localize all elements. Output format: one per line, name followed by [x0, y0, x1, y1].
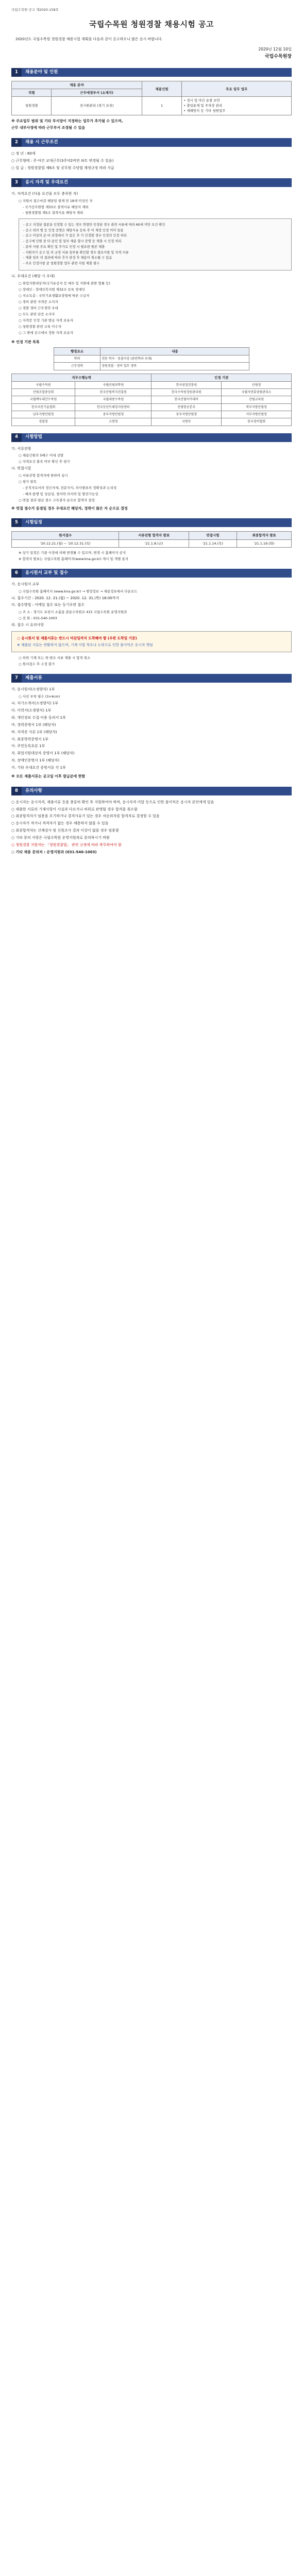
section-header-1 [11, 68, 292, 77]
list-item: ○ 서류전형 합격자에 한하여 실시 [19, 473, 68, 478]
table-row [12, 396, 292, 403]
table-cell: 한국산림복지진흥원 [75, 389, 152, 396]
table-cell: 소방청 [75, 418, 152, 426]
criteria-table [54, 347, 250, 370]
section-title: 시험방법 [25, 434, 42, 440]
table-cell: 남부지방산림청 [12, 411, 75, 418]
warning-line: ○ 응시원서 및 제출서류는 반드시 마감일까지 도착해야 함 (우편 도착일 기준) [17, 636, 137, 641]
table-row [54, 363, 249, 370]
table-cell: 한국등산트레킹지원센터 [75, 403, 152, 411]
subsection-title: 가. 응시원서 교부 [11, 582, 40, 586]
table-cell: 국립자연휴양림관리소 [222, 389, 292, 396]
list-item: - 청원경찰법 제5조 결격사유 해당자 제외 [23, 210, 83, 215]
table-cell: 국립수목원 [12, 381, 75, 388]
list-item: ○ 기타 문의 사항은 국립수목원 운영지원과로 문의하시기 바람 [11, 835, 110, 840]
table-cell: 경찰청 [12, 418, 75, 426]
table-cell: 청원경찰 · 경비 업무 경력 [100, 363, 249, 370]
table-cell: 청원경찰 [12, 97, 52, 115]
table-cell: 한국임업진흥원 [152, 381, 222, 388]
table-row [12, 418, 292, 426]
date-org-block [11, 46, 292, 61]
list-item: ○ 경찰 경비 근무경력 우대 [19, 306, 58, 310]
table-header: 주요 임무 업무 [182, 81, 292, 97]
table-cell: 산림교육원 [222, 396, 292, 403]
requirement-box [19, 218, 292, 270]
section-number: 3 [11, 178, 22, 187]
table-cell: 국방부 [152, 418, 222, 426]
table-cell: • 정시 및 야간 순찰 보안 • 출입통제 및 주차장 관리 • 재해방지 등 기타 청원업무 [182, 97, 292, 115]
section-header-8 [11, 787, 292, 795]
table-cell: 중부지방산림청 [75, 411, 152, 418]
list-item: ○ 경비 관련 자격증 소지자 [19, 299, 58, 304]
table-cell: 산림청 [222, 381, 292, 388]
list-item: ○ 사진 부착 필수 (3×4cm) [19, 694, 60, 699]
table-cell: 한국치산기술협회 [12, 403, 75, 411]
table-cell: 전문 학사 · 중졸이상 (관련학과 우대) [100, 355, 249, 363]
table-cell: 전시원관리 (경기 포천) [52, 97, 142, 115]
notice-date: 2020년 12월 10일 [258, 47, 292, 52]
list-item: ○ 자격증 인정 기관 발급 자격 보유자 [19, 318, 73, 323]
table-cell: 북부지방산림청 [222, 403, 292, 411]
table-row [12, 381, 292, 388]
list-item: ○ 허위 기재 또는 위·변조 서류 제출 시 합격 취소 [19, 656, 91, 660]
section-note: ※ 주요업무 범위 및 기타 부서장이 지정하는 업무가 추가될 수 있으며, [11, 118, 123, 123]
section-note: ※ 상기 일정은 기관 사정에 의해 변경될 수 있으며, 변경 시 홈페이지 공지 [19, 550, 126, 555]
list-item: - 예의·품행 및 성실성, 창의력·의지력 및 발전가능성 [23, 492, 98, 496]
table-header: 근무예정부서 (소재지) [52, 89, 142, 97]
table-row [12, 389, 292, 396]
table-header: 직무수행능력 [12, 374, 152, 381]
list-item: ○ 최종합격자가 임용을 포기하거나 결격사유가 있는 경우 차순위자를 합격자로 결정할 수 있음 [11, 814, 160, 819]
section-number: 7 [11, 674, 22, 683]
section-header-4 [11, 433, 292, 442]
table-cell: 동부지방산림청 [152, 411, 222, 418]
section-number: 8 [11, 787, 22, 795]
subsection-title: 가. 자격요건 (다음 요건을 모두 충족한 자) [11, 191, 78, 196]
section-title: 시험일정 [25, 520, 42, 526]
page-title: 국립수목원 청원경찰 채용시험 공고 [89, 20, 214, 29]
table-row [12, 411, 292, 418]
section-note: ※ 합격자 발표는 국립수목원 홈페이지(www.kna.go.kr) 게시 및 개별 통지 [19, 556, 129, 561]
box-line: - 공고 외의 병 등 인정 증명은 해당사유 등록 후 이 제정 인정 이미 일용 [23, 228, 124, 232]
warning-box [11, 631, 292, 652]
section-header-3 [11, 178, 292, 187]
table-cell: 학력 [54, 355, 100, 363]
list-item: 마. 경력증명서 1부 (해당자) [11, 722, 56, 727]
table-cell: 한국산림아카데미 [152, 396, 222, 403]
list-item: 차. 장애인증명서 1부 (해당자) [11, 758, 60, 763]
subsection-title: 나. 우대요건 (해당 시 우대) [11, 274, 55, 278]
section-header-7 [11, 674, 292, 683]
section-number: 6 [11, 569, 22, 578]
box-line: - 제출 일부 의 결과에 따라 추가 판정 후 채용이 취소될 수 있음 [23, 256, 112, 260]
list-item: ○ 청원경찰 관련 교육 이수자 [19, 325, 62, 329]
table-header: 내용 [100, 348, 249, 355]
table-row [54, 355, 249, 363]
table-row [12, 403, 292, 411]
list-item: ○ 전 화 : 031-540-1003 [19, 616, 57, 621]
table-row [12, 539, 292, 547]
table-cell: '21.1.8.(금) [119, 539, 189, 547]
schedule-table [11, 531, 292, 547]
table-cell: 국립세종수목원 [75, 396, 152, 403]
section-number: 4 [11, 433, 22, 442]
subsection-title: 나. 접수기간 : 2020. 12. 21.(월) ~ 2020. 12. 31.(목) 18:00까지 [11, 596, 120, 600]
table-cell: '21.1.14.(목) [189, 539, 237, 547]
table-header: 서류전형 합격자 발표 [119, 532, 189, 539]
section-note: 근무 내부사정에 따라 근무부서 조정될 수 있음 [11, 126, 86, 130]
list-item: ○ 주 소 : 경기도 포천시 소흘읍 광릉수목원로 415 국립수목원 운영지원과 [19, 610, 127, 615]
table-cell: 한국경비협회 [222, 418, 292, 426]
list-item: ○ 장애인 : 장애인복지법 제32조 등록 장애인 [19, 287, 85, 292]
list-item: ○ 지원서 접수마감 해당일 현재 만 18세 이상인 자 [19, 198, 93, 203]
list-item: - 공직자로서의 정신자세, 전문지식, 의사발표의 정확성과 논리성 [23, 486, 117, 490]
table-cell: 1 [142, 97, 181, 115]
section-note: ※ 모든 제출서류는 공고일 이후 발급분에 한함 [11, 774, 86, 778]
list-item: 나. 자기소개서(소정양식) 1부 [11, 701, 58, 706]
org-table [11, 374, 292, 426]
table-cell: 산림항공본부 [152, 403, 222, 411]
section-header-6 [11, 569, 292, 578]
subsection-title: 나. 면접시험 [11, 466, 31, 471]
box-line: - 분야 사항 주요 확인 및 추가로 인정 시 필요한 원본 제출 [23, 245, 105, 249]
list-item: ○ 국립수목원 홈페이지 (www.kna.go.kr) → 행정정보 → 채용정보에서 다운로드 [19, 589, 138, 594]
intro-text: 2020년도 국립수목원 청원경찰 채용시험 계획을 다음과 같이 공고하오니 많은 응시 바랍니다. [15, 37, 163, 42]
table-cell: 산림조합중앙회 [12, 389, 75, 396]
list-item: ○ 응시자는 응시자격, 제출서류 등을 충분히 확인 후 지원하여야 하며, 응시자격 미달 등으로 인한 불이익은 응시자 본인에게 있음 [11, 800, 214, 804]
list-item: 아. 주민등록초본 1부 [11, 744, 45, 749]
subsection-title: 다. 접수방법 : 이메일 접수 또는 등기우편 접수 [11, 603, 85, 607]
list-item: ○ 응시자가 적거나 적격자가 없는 경우 채용하지 않을 수 있음 [11, 821, 109, 826]
notice-org: 국립수목원장 [264, 54, 292, 59]
table-cell: 국립백두대간수목원 [12, 396, 75, 403]
table-header: 면접시험 [189, 532, 237, 539]
list-item: ○ 취업지원대상자(국가유공자 등 예우 및 지원에 관한 법률 등) [19, 281, 110, 285]
list-item: ○ 제출한 서류의 기재사항이 사실과 다르거나 허위로 판명될 경우 합격을 취소함 [11, 807, 138, 811]
list-item: 라. 개인정보 수집·이용 동의서 1부 [11, 716, 66, 720]
table-header: 채용 분야 [12, 81, 142, 89]
section-title: 채용 시 근무조건 [25, 140, 58, 145]
list-item: ○ 그 밖에 공고에서 정한 자격 보유자 [19, 331, 73, 335]
list-item: 바. 자격증 사본 1부 (해당자) [11, 730, 57, 734]
table-cell: 한국수목원정원관리원 [152, 389, 222, 396]
warning-line: ※ 제출된 서류는 반환하지 않으며, 기재 사항 착오나 누락으로 인한 불이익은 응시자 책임 [17, 642, 153, 647]
section-header-5 [11, 518, 292, 527]
section-number: 1 [11, 68, 22, 77]
list-item: ○ 최종합격자는 신체검사 및 신원조사 결과 이상이 없을 경우 임용함 [11, 828, 119, 833]
list-item: ○ 채용인원의 5배수 이내 선발 [19, 453, 64, 458]
table-cell: 근무경력 [54, 363, 100, 370]
list-item: 사. 최종학력증명서 1부 [11, 737, 48, 741]
list-item: ○ 저소득층 : 국민기초생활보장법에 따른 수급자 [19, 293, 90, 298]
box-line: - 주요 인정사항 중 청원경찰 업무 관련 사항 제출 필수 [23, 262, 100, 266]
list-item: ○ 면접 결과 평균 점수 고득점자 순으로 합격자 결정 [19, 498, 95, 502]
box-line: - 공고 지정된 접종을 인정할 수 있는 경우 연령만 인정된 경우 관련 서류에 따라 60세 미만 요건 확인 [23, 223, 165, 227]
section-note: ※ 면접 점수가 동점일 경우 우대요건 해당자, 경력이 많은 자 순으로 결정 [11, 506, 128, 511]
list-item: ○ 원서접수 후 수정 불가 [19, 662, 55, 667]
list-item: ○ 무도 관련 단증 소지자 [19, 312, 55, 316]
table-header: 원서접수 [12, 532, 119, 539]
table-header: 직렬 [12, 89, 52, 97]
section-number: 5 [11, 518, 22, 527]
recruit-table [11, 81, 292, 115]
table-header: 최종합격자 발표 [237, 532, 292, 539]
section-title: 유의사항 [25, 788, 42, 793]
table-header: 인정 기관 [152, 374, 292, 381]
subsection-title: 라. 접수 시 유의사항 [11, 623, 44, 628]
section-title: 제출서류 [25, 675, 42, 681]
box-line: - 공고 이상의 준 비 과정에서 가 있은 후 가 인정할 경우 인정의 인정 처리 [23, 234, 127, 238]
table-cell: '20.12.21.(월) ~ '20.12.31.(목) [12, 539, 119, 547]
table-cell: 서부지방산림청 [222, 411, 292, 418]
list-item: ○ 일 급 : 청원경찰법 제6조 및 공무원 수당법 재정규정 따라 지급 [11, 165, 114, 170]
section-title: 응시원서 교부 및 접수 [25, 570, 68, 575]
list-item: 다. 이력서(소정양식) 1부 [11, 708, 52, 713]
contact-line: ○ 기타 채용 문의처 : 운영지원과 (031-540-1003) [11, 850, 97, 854]
list-item: ○ 자격요건 충족 여부 확인 후 평가 [19, 460, 70, 464]
list-item: ○ 정 년 : 60세 [11, 151, 36, 156]
list-item: - 국가공무원법 제33조 결격사유 해당자 제외 [23, 205, 89, 209]
section-title: 응시 자격 및 우대요건 [25, 179, 68, 185]
list-item: 자. 취업지원대상자 증명서 1부 (해당자) [11, 751, 75, 756]
list-item: 카. 기타 우대요건 증빙서류 각 1부 [11, 765, 66, 770]
notice-page [0, 0, 303, 867]
list-item: 가. 응시원서(소정양식) 1부 [11, 687, 55, 692]
table-header: 행정요소 [54, 348, 100, 355]
section-header-2 [11, 138, 292, 147]
table-cell: 국립산림과학원 [75, 381, 152, 388]
box-line: - 공고에 인원 중 타 용인 및 일부 채용 할시 증명 등 제출 시 인정 처리 [23, 240, 122, 244]
subsection-title: 가. 서류전형 [11, 446, 31, 451]
box-line: - 지원자가 공고 일 의 규정 서류 일부를 확인할 경우 필요사항 및 자격 서류 [23, 250, 129, 255]
org-table-title: ※ 인정 기관 목록 [11, 340, 40, 345]
section-title: 채용분야 및 인원 [25, 70, 58, 75]
section-number: 2 [11, 138, 22, 147]
notice-number: 국립수목원 공고 제2020-158호 [11, 8, 59, 12]
list-item: ○ 청원경찰 지원자는 「청원경찰법」 관련 규정에 따라 복무하여야 함 [11, 842, 122, 847]
list-item: ○ 평가 항목 [19, 480, 37, 484]
table-cell: '21.1.19.(화) [237, 539, 292, 547]
table-row [12, 97, 292, 115]
list-item: ○ 근무형태 : 주·야간 교대근무(3주야2비번 파트 변경될 수 있음) [11, 159, 114, 163]
table-header: 채용인원 [142, 81, 181, 97]
